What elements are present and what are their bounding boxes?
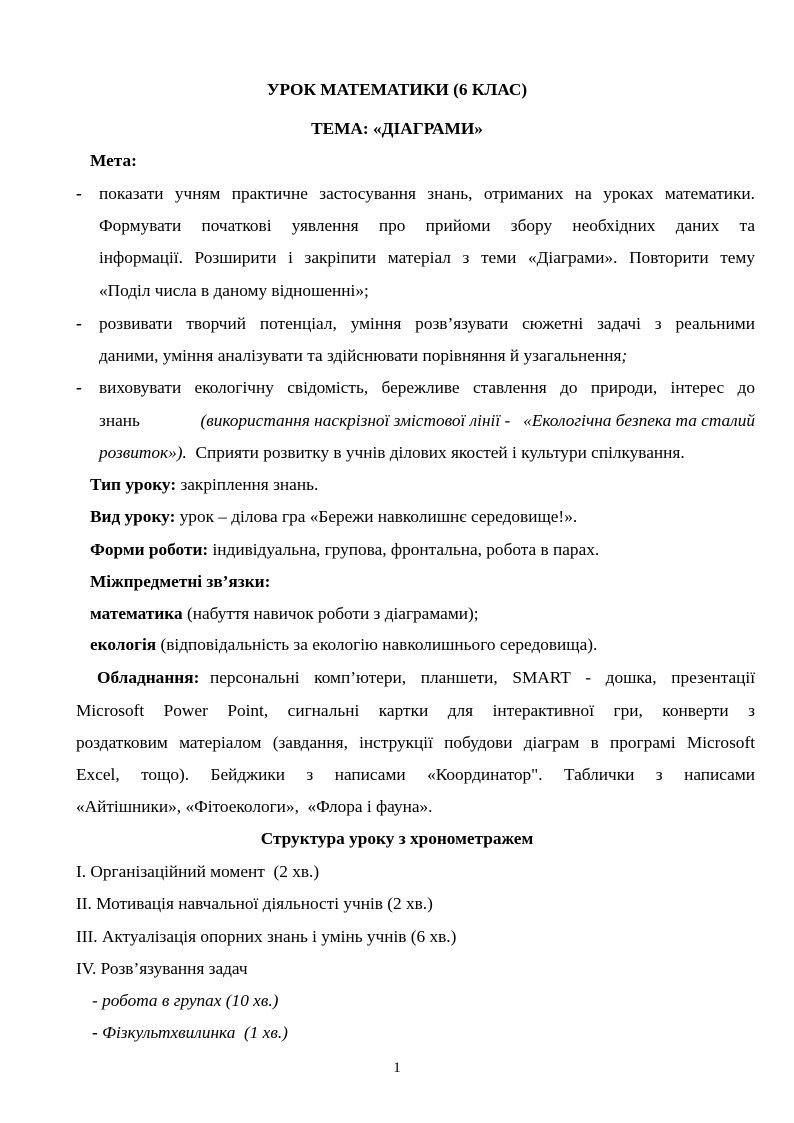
structure-item-4: IV. Розв’язування задач (76, 959, 248, 978)
structure-subitem-2-dash: - (92, 1023, 98, 1042)
bullet-dash: - (76, 378, 82, 397)
lesson-kind-value: урок – ділова гра «Бережи навколишнє середовище!». (179, 507, 578, 526)
subject-math-value: (набуття навичок роботи з діаграмами); (186, 604, 479, 623)
lesson-type-label: Тип уроку: (90, 475, 177, 494)
structure-item-3: III. Актуалізація опорних знань і умінь учнів (6 хв.) (76, 927, 457, 946)
bullet-dash: - (76, 184, 82, 203)
equipment-line-4: Excel, тощо). Бейджики з написами «Координатор". Таблички з написами (76, 765, 755, 784)
goal-2-line-2-text: даними, уміння аналізувати та здійснювати порівняння й узагальнення (99, 346, 622, 365)
subject-ecology: екологія (90, 635, 157, 654)
interdisciplinary-math (90, 604, 479, 624)
equipment-line-3: роздатковим матеріалом (завдання, інструкції побудови діаграм в програмі Microsoft (76, 733, 755, 752)
goal-3-line-3-italic: розвиток»). (99, 443, 187, 462)
goal-1-line-4: «Поділ числа в даному відношенні»; (99, 281, 369, 300)
equipment-line-5: «Айтішники», «Фітоекологи», «Флора і фауна». (76, 797, 433, 816)
goal-3-line-2-text: знань (99, 411, 140, 430)
lesson-kind (90, 507, 577, 527)
equipment-line-1-text: персональні комп’ютери, планшети, SMART - дошка, презентації (210, 668, 755, 687)
structure-item-1: I. Організаційний момент (2 хв.) (76, 862, 320, 881)
bullet-dash: - (76, 314, 82, 333)
work-forms-label: Форми роботи: (90, 540, 209, 559)
lesson-type (90, 475, 318, 495)
work-forms-value: індивідуальна, групова, фронтальна, робота в парах. (212, 540, 600, 559)
equipment-label: Обладнання: (97, 668, 200, 687)
interdisciplinary-ecology (90, 635, 597, 655)
structure-subitem-2 (92, 1023, 288, 1043)
structure-heading: Структура уроку з хронометражем (260, 829, 534, 848)
structure-subitem-1: - робота в групах (10 хв.) (92, 991, 279, 1010)
structure-subitem-2-text: Фізкультхвилинка (1 хв.) (102, 1023, 288, 1042)
goal-3-line-3 (99, 443, 685, 463)
lesson-type-value: закріплення знань. (180, 475, 319, 494)
equipment-line-2: Microsoft Power Point, сигнальні картки для інтерактивної гри, конверти з (76, 701, 755, 720)
goal-1-line-2: Формувати початкові уявлення про прийоми збору необхідних даних та (99, 216, 755, 235)
page-number: 1 (393, 1060, 401, 1076)
subject-math: математика (90, 604, 183, 623)
goal-2-end-italic: ; (621, 346, 628, 365)
goal-1-line-3: інформації. Розширити і закріпити матеріал з теми «Діаграми». Повторити тему (99, 248, 755, 267)
equipment-line-1 (97, 668, 755, 688)
work-forms (90, 540, 599, 560)
document-topic: ТЕМА: «ДІАГРАМИ» (311, 119, 483, 138)
structure-item-2: II. Мотивація навчальної діяльності учнів (2 хв.) (76, 894, 433, 913)
goal-2-line-2 (99, 346, 627, 366)
goal-3-line-2-italic: (використання наскрізної змістової лінії - «Екологічна безпека та сталий (200, 411, 755, 430)
goal-3-line-2 (99, 411, 755, 431)
interdisciplinary-label: Міжпредметні зв’язки: (90, 572, 271, 591)
lesson-kind-label: Вид уроку: (90, 507, 176, 526)
goal-3-line-3-text: Сприяти розвитку в учнів ділових якостей і культури спілкування. (195, 443, 685, 462)
goal-3-line-1: виховувати екологічну свідомість, бережливе ставлення до природи, інтерес до (99, 378, 755, 397)
document-title: УРОК МАТЕМАТИКИ (6 КЛАС) (266, 80, 528, 99)
goal-1-line-1: показати учням практичне застосування знань, отриманих на уроках математики. (99, 184, 755, 203)
goal-label: Мета: (90, 151, 137, 170)
goal-2-line-1: розвивати творчий потенціал, уміння розв’язувати сюжетні задачі з реальними (99, 314, 755, 333)
subject-ecology-value: (відповідальність за екологію навколишнього середовища). (160, 635, 598, 654)
